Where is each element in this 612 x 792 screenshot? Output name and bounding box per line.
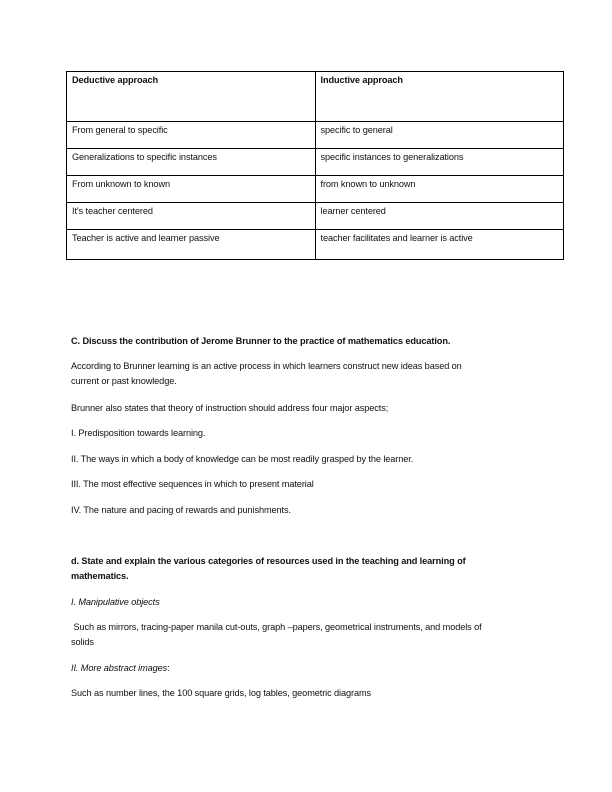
deductive-cell: It's teacher centered: [67, 203, 316, 230]
inductive-cell: specific to general: [315, 122, 564, 149]
list-item: IV. The nature and pacing of rewards and punishments.: [71, 505, 291, 515]
comparison-table: [66, 71, 564, 260]
list-item: I. Predisposition towards learning.: [71, 428, 206, 438]
section-c-paragraph-1: [71, 359, 551, 389]
inductive-cell: from known to unknown: [315, 176, 564, 203]
table-row: [67, 122, 564, 149]
paragraph-line: According to Brunner learning is an active process in which learners construct new ideas based on: [71, 361, 462, 371]
category-2-title-text: II. More abstract images: [71, 663, 168, 673]
inductive-cell: specific instances to generalizations: [315, 149, 564, 176]
list-item: II. The ways in which a body of knowledge can be most readily grasped by the learner.: [71, 454, 414, 464]
inductive-cell: teacher facilitates and learner is active: [315, 230, 564, 260]
category-2-title: [71, 661, 551, 676]
inductive-cell: learner centered: [315, 203, 564, 230]
list-item: III. The most effective sequences in which to present material: [71, 479, 314, 489]
section-c-heading: C. Discuss the contribution of Jerome Brunner to the practice of mathematics education.: [71, 336, 451, 346]
table-row: [67, 203, 564, 230]
deductive-cell: From general to specific: [67, 122, 316, 149]
category-1-title: I. Manipulative objects: [71, 597, 160, 607]
table-header-row: [67, 72, 564, 122]
category-1-text: [71, 620, 551, 650]
table-row: [67, 230, 564, 260]
table-row: [67, 176, 564, 203]
section-c-paragraph-2: Brunner also states that theory of instruction should address four major aspects;: [71, 403, 389, 413]
deductive-cell: Generalizations to specific instances: [67, 149, 316, 176]
section-d-heading: [71, 554, 551, 584]
paragraph-line: Such as mirrors, tracing-paper manila cut-outs, graph –papers, geometrical instruments, and models of: [71, 622, 482, 632]
header-inductive: Inductive approach: [315, 72, 564, 122]
deductive-cell: From unknown to known: [67, 176, 316, 203]
paragraph-line: solids: [71, 637, 94, 647]
deductive-cell: Teacher is active and learner passive: [67, 230, 316, 260]
paragraph-line: current or past knowledge.: [71, 376, 177, 386]
category-2-title-colon: :: [167, 663, 170, 673]
table-row: [67, 149, 564, 176]
header-deductive: Deductive approach: [67, 72, 316, 122]
heading-line: d. State and explain the various categories of resources used in the teaching and learning of: [71, 556, 466, 566]
heading-line: mathematics.: [71, 571, 129, 581]
category-2-text: Such as number lines, the 100 square grids, log tables, geometric diagrams: [71, 688, 372, 698]
